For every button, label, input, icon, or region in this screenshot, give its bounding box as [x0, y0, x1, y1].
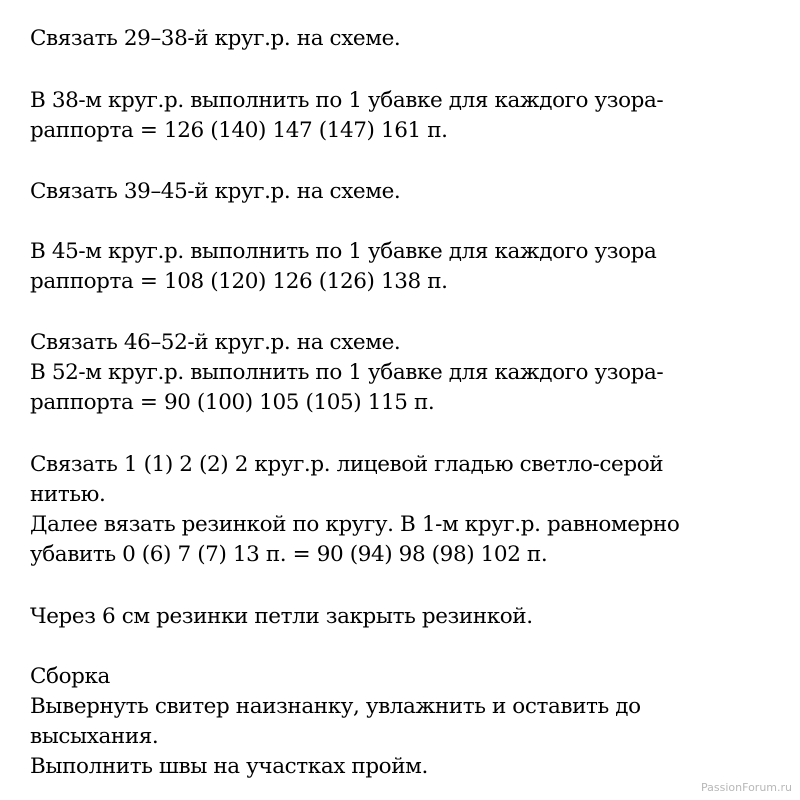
- section-heading: Сборка: [30, 664, 110, 689]
- text-line: Связать 46–52-й круг.р. на схеме.: [30, 330, 401, 355]
- text-line: Выполнить швы на участках пройм.: [30, 754, 428, 779]
- paragraph-3: [30, 177, 790, 207]
- text-line: В 45-м круг.р. выполнить по 1 убавке для каждого узора: [30, 239, 657, 264]
- text-line: Далее вязать резинкой по кругу. В 1-м круг.р. равномерно: [30, 512, 680, 537]
- paragraph-8-assembly: [30, 662, 790, 782]
- text-line: В 52-м круг.р. выполнить по 1 убавке для каждого узора-: [30, 360, 664, 385]
- text-line: нитью.: [30, 482, 106, 507]
- paragraph-4: [30, 237, 790, 297]
- text-line: Связать 29–38-й круг.р. на схеме.: [30, 26, 401, 51]
- text-line: Связать 1 (1) 2 (2) 2 круг.р. лицевой гладью светло-серой: [30, 452, 664, 477]
- paragraph-7: [30, 602, 790, 632]
- text-line: Через 6 см резинки петли закрыть резинкой.: [30, 604, 533, 629]
- text-line: высыхания.: [30, 724, 159, 749]
- text-line: раппорта = 126 (140) 147 (147) 161 п.: [30, 118, 448, 143]
- text-line: раппорта = 90 (100) 105 (105) 115 п.: [30, 390, 435, 415]
- watermark: PassionForum.ru: [701, 781, 792, 794]
- paragraph-5: [30, 328, 790, 418]
- text-line: раппорта = 108 (120) 126 (126) 138 п.: [30, 269, 448, 294]
- text-line: Вывернуть свитер наизнанку, увлажнить и оставить до: [30, 694, 641, 719]
- text-line: Связать 39–45-й круг.р. на схеме.: [30, 179, 401, 204]
- paragraph-6: [30, 450, 790, 570]
- paragraph-1: [30, 24, 790, 54]
- paragraph-2: [30, 86, 790, 146]
- text-line: В 38-м круг.р. выполнить по 1 убавке для каждого узора-: [30, 88, 664, 113]
- text-line: убавить 0 (6) 7 (7) 13 п. = 90 (94) 98 (98) 102 п.: [30, 542, 548, 567]
